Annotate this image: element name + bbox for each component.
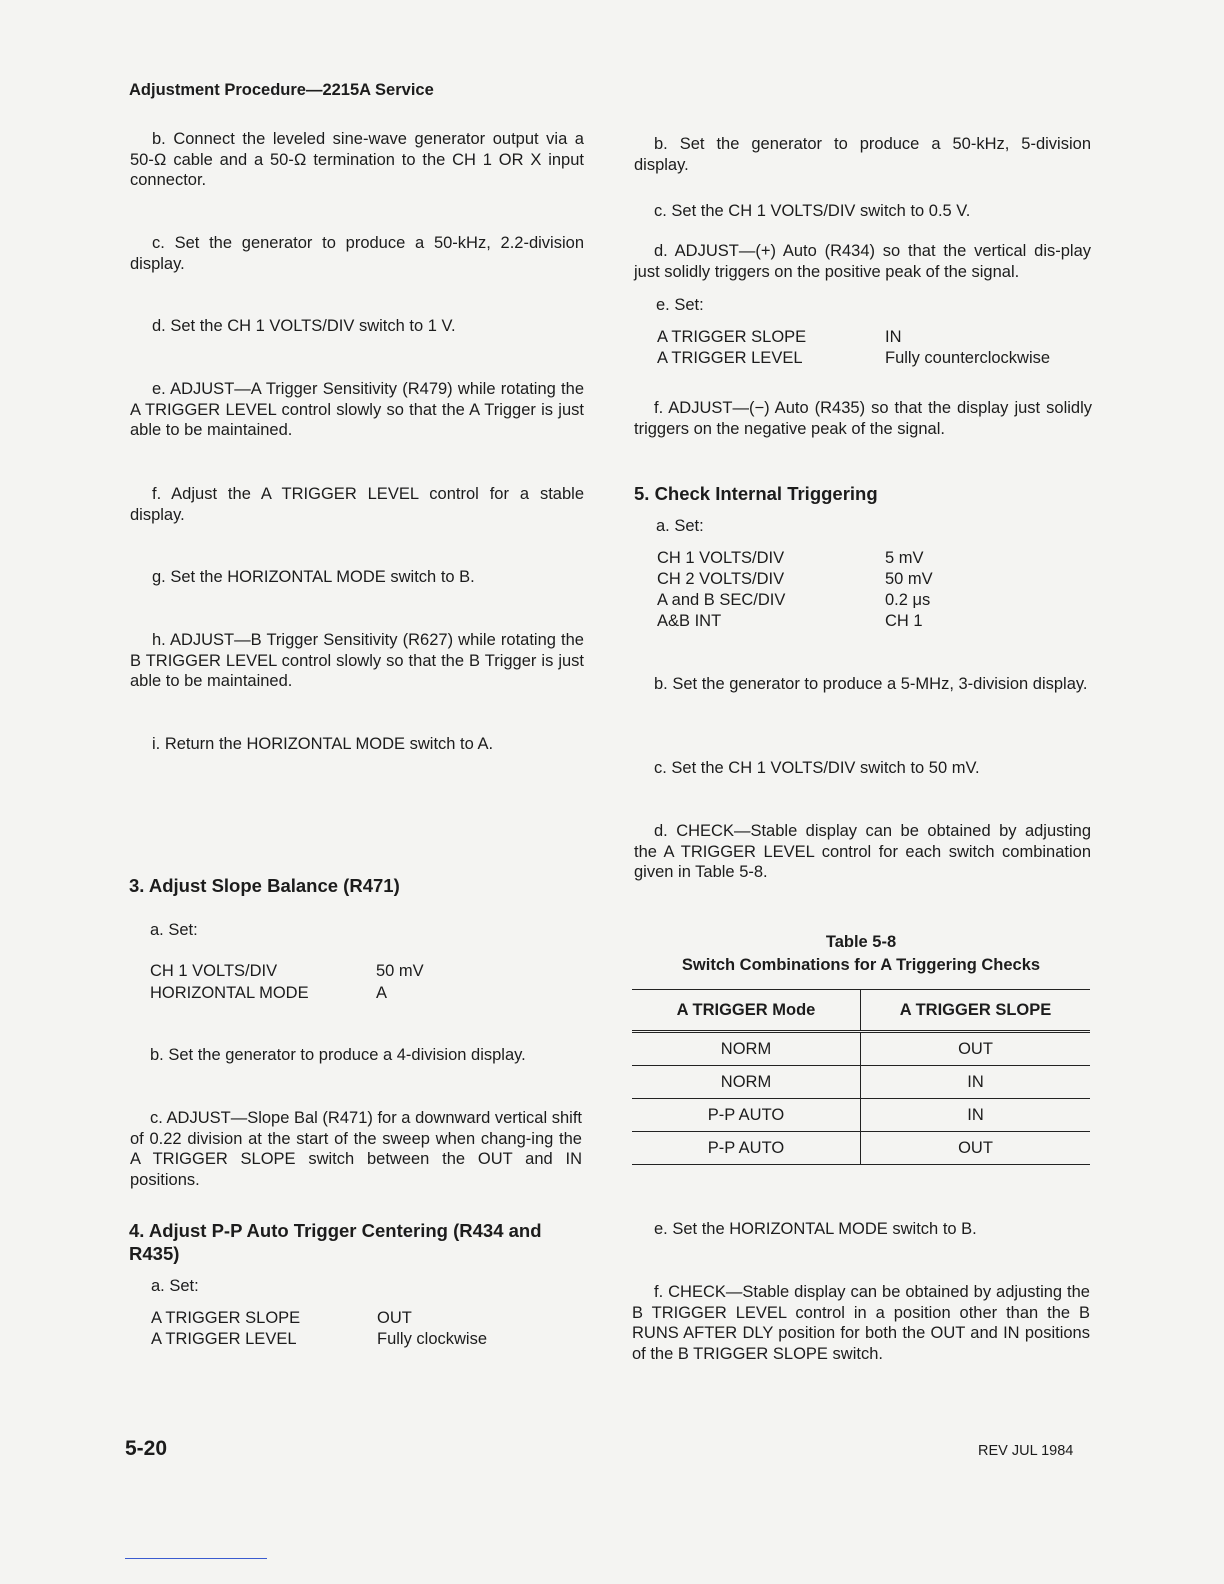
setting-value: A bbox=[376, 984, 388, 1002]
step2-f: f. Adjust the A TRIGGER LEVEL control for a stable display. bbox=[130, 485, 584, 524]
step2-e: e. ADJUST—A Trigger Sensitivity (R479) while rotating the A TRIGGER LEVEL control slowly so that the A Trigger is just able to be maintained. bbox=[130, 380, 584, 439]
setting-label: CH 2 VOLTS/DIV bbox=[657, 570, 785, 588]
step2-h: h. ADJUST—B Trigger Sensitivity (R627) while rotating the B TRIGGER LEVEL control slowly so that the B Trigger is just able to be maintained. bbox=[130, 631, 584, 690]
setting-value: Fully clockwise bbox=[377, 1330, 488, 1348]
divider bbox=[125, 1558, 267, 1559]
table-cell: NORM bbox=[632, 1032, 861, 1066]
step2-i: i. Return the HORIZONTAL MODE switch to A. bbox=[152, 735, 494, 753]
table-row bbox=[632, 1032, 1090, 1066]
setting-label: A and B SEC/DIV bbox=[657, 591, 786, 609]
table-header-cell: A TRIGGER SLOPE bbox=[899, 1000, 1052, 1019]
setting-label: A&B INT bbox=[657, 612, 722, 630]
setting-value: IN bbox=[885, 328, 902, 346]
step5-d: d. CHECK—Stable display can be obtained by adjusting the A TRIGGER LEVEL control for each switch combination given in Table 5-8. bbox=[634, 822, 1091, 881]
step3-heading: 3. Adjust Slope Balance (R471) bbox=[129, 875, 400, 896]
table-cell: P-P AUTO bbox=[632, 1099, 861, 1132]
setting-label: CH 1 VOLTS/DIV bbox=[150, 962, 278, 980]
setting-value: CH 1 bbox=[885, 612, 923, 630]
step5-a: a. Set: bbox=[656, 517, 704, 535]
table-cell: IN bbox=[967, 1105, 984, 1124]
page-number: 5-20 bbox=[125, 1437, 168, 1460]
step2-c: c. Set the generator to produce a 50-kHz, 2.2-division display. bbox=[130, 234, 584, 273]
setting-label: A TRIGGER SLOPE bbox=[151, 1309, 301, 1327]
step3-settings bbox=[150, 961, 530, 1005]
table-cell: OUT bbox=[958, 1039, 993, 1058]
step4-c: c. Set the CH 1 VOLTS/DIV switch to 0.5 V. bbox=[654, 202, 971, 220]
step4-d: d. ADJUST—(+) Auto (R434) so that the vertical dis-play just solidly triggers on the positive peak of the signal. bbox=[634, 242, 1091, 281]
step4-b: b. Set the generator to produce a 50-kHz, 5-division display. bbox=[634, 135, 1091, 174]
step5-f: f. CHECK—Stable display can be obtained by adjusting the B TRIGGER LEVEL control in a position other than the B RUNS AFTER DLY position for both the OUT and IN positions of the B TRIGGER SLOPE switch. bbox=[632, 1283, 1090, 1363]
step5-c: c. Set the CH 1 VOLTS/DIV switch to 50 mV. bbox=[654, 759, 980, 777]
table-row bbox=[632, 1132, 1090, 1165]
table-cell: P-P AUTO bbox=[632, 1132, 861, 1165]
switch-combinations-table bbox=[632, 989, 1090, 1165]
setting-value: Fully counterclockwise bbox=[885, 349, 1051, 367]
page-header: Adjustment Procedure—2215A Service bbox=[129, 81, 434, 99]
revision-date: REV JUL 1984 bbox=[978, 1443, 1074, 1459]
setting-label: HORIZONTAL MODE bbox=[150, 984, 309, 1002]
setting-value: 50 mV bbox=[885, 570, 933, 588]
table-number: Table 5-8 bbox=[825, 933, 897, 951]
setting-value: 0.2 μs bbox=[885, 591, 931, 609]
step4-heading: 4. Adjust P-P Auto Trigger Centering (R434 and R435) bbox=[129, 1220, 542, 1264]
setting-value: 5 mV bbox=[885, 549, 924, 567]
step3-a: a. Set: bbox=[150, 921, 198, 939]
step4-e: e. Set: bbox=[656, 296, 704, 314]
setting-label: A TRIGGER LEVEL bbox=[657, 349, 803, 367]
step4-f: f. ADJUST—(−) Auto (R435) so that the display just solidly triggers on the negative peak of the signal. bbox=[634, 399, 1092, 438]
setting-value: 50 mV bbox=[376, 962, 424, 980]
step4-e-settings bbox=[657, 327, 1077, 371]
step5-b: b. Set the generator to produce a 5-MHz, 3-division display. bbox=[654, 675, 1088, 693]
step4-settings bbox=[151, 1308, 551, 1352]
step2-b: b. Connect the leveled sine-wave generator output via a 50-Ω cable and a 50-Ω termination to the CH 1 OR X input connector. bbox=[130, 130, 584, 189]
step2-g: g. Set the HORIZONTAL MODE switch to B. bbox=[152, 568, 475, 586]
table-cell: IN bbox=[967, 1072, 984, 1091]
table-header-cell: A TRIGGER Mode bbox=[632, 990, 861, 1032]
step3-b: b. Set the generator to produce a 4-division display. bbox=[150, 1046, 526, 1064]
table-row bbox=[632, 1066, 1090, 1099]
step5-e: e. Set the HORIZONTAL MODE switch to B. bbox=[654, 1220, 977, 1238]
step5-settings bbox=[657, 548, 1057, 634]
table-cell: NORM bbox=[632, 1066, 861, 1099]
setting-value: OUT bbox=[377, 1309, 412, 1327]
setting-label: A TRIGGER LEVEL bbox=[151, 1330, 297, 1348]
setting-label: A TRIGGER SLOPE bbox=[657, 328, 807, 346]
step3-c: c. ADJUST—Slope Bal (R471) for a downward vertical shift of 0.22 division at the start of the sweep when chang-ing the A TRIGGER SLOPE switch between the OUT and IN positions. bbox=[130, 1109, 582, 1189]
table-title: Switch Combinations for A Triggering Checks bbox=[681, 956, 1041, 974]
table-header-row bbox=[632, 990, 1090, 1032]
step4-a: a. Set: bbox=[151, 1277, 199, 1295]
table-cell: OUT bbox=[958, 1138, 993, 1157]
step2-d: d. Set the CH 1 VOLTS/DIV switch to 1 V. bbox=[152, 317, 456, 335]
step5-heading: 5. Check Internal Triggering bbox=[634, 483, 878, 504]
table-row bbox=[632, 1099, 1090, 1132]
setting-label: CH 1 VOLTS/DIV bbox=[657, 549, 785, 567]
